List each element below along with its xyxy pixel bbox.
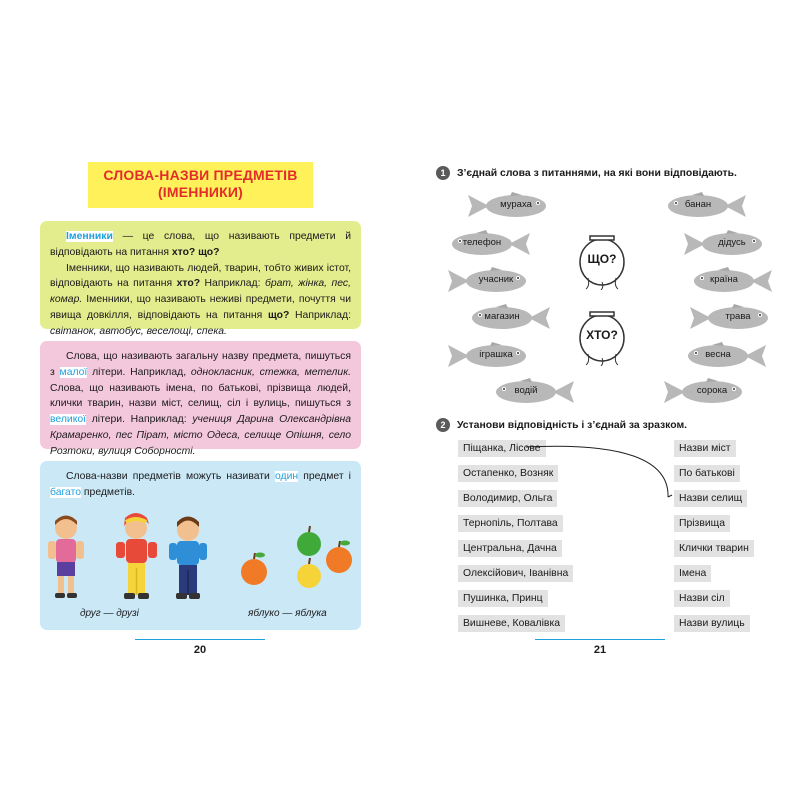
match-right-item[interactable]: Імена — [674, 565, 711, 582]
fish-left-4 — [466, 304, 552, 332]
rule-text: літери. Наприклад: — [86, 414, 193, 426]
match-right-item[interactable]: Назви сіл — [674, 590, 730, 607]
rule-text: Наприклад: — [289, 309, 351, 321]
match-right-item[interactable]: По батькові — [674, 465, 740, 482]
match-right-item[interactable]: Назви вулиць — [674, 615, 750, 632]
boy-3-figure — [169, 517, 207, 600]
task-1-heading — [436, 166, 737, 180]
match-right-item[interactable]: Прізвища — [674, 515, 730, 532]
fish-left-2 — [446, 230, 532, 258]
task-1-text: З’єднай слова з питаннями, на які вони відповідають. — [457, 167, 737, 179]
match-right-item[interactable]: Клички тварин — [674, 540, 754, 557]
example-inanimate: світанок, автобус, веселощі, спека. — [50, 325, 227, 337]
example-connector — [520, 440, 680, 510]
right-page — [400, 0, 800, 800]
rule-text: Слова, що називають імена, по батькові, прізвища людей, клички тварин, назви міст, селищ, сіл і вулиць, пишуться з — [50, 382, 351, 410]
fish-word: дідусь — [718, 237, 746, 248]
task-1-number: 1 — [436, 166, 450, 180]
page-divider — [135, 639, 265, 640]
question-what: що? — [267, 309, 290, 321]
page-number-left: 20 — [193, 644, 207, 656]
match-left-item[interactable]: Остапенко, Возняк — [458, 465, 558, 482]
highlight-small: малої — [59, 366, 88, 378]
rule-text: предмет і — [298, 471, 351, 482]
fish-word: водій — [514, 385, 538, 396]
match-right-item[interactable]: Назви селищ — [674, 490, 747, 507]
example-common: однокласник, стежка, метелик. — [190, 366, 351, 378]
apples-illustration — [236, 524, 360, 594]
rule-text: предметів. — [81, 486, 135, 498]
rule-text: Іменники, що називають людей, тварин, тобто живих істот, відповідають на питання — [50, 262, 351, 290]
term-imennyky: Іменники — [66, 231, 113, 242]
highlight-capital: великої — [50, 414, 87, 426]
bowl-what-label: ЩО? — [587, 252, 617, 266]
fish-right-1 — [662, 192, 748, 220]
example-proper: учениця Дарина Олександрівна Крамаренко, пес Пірат, місто Одеса, селище Опішня, село Розтоки, вулиця Соборності. — [50, 414, 351, 457]
match-left-item[interactable]: Володимир, Ольга — [458, 490, 557, 507]
fish-right-4 — [688, 304, 774, 332]
caption-apples: яблуко — яблука — [248, 608, 327, 619]
definition-box — [40, 221, 361, 337]
match-left-item[interactable]: Олексійович, Іванівна — [458, 565, 573, 582]
match-left-item[interactable]: Тернопіль, Полтава — [458, 515, 563, 532]
example-animate: брат, жінка, пес, комар. — [50, 278, 351, 306]
rule-text: Слова, що називають загальну назву предмета, пишуться з — [50, 351, 351, 378]
fish-right-3 — [688, 267, 774, 295]
fish-word: сорока — [696, 385, 728, 396]
fish-word: учасник — [478, 274, 514, 285]
highlight-one: один — [274, 471, 299, 482]
task-2-text: Установи відповідність і з’єднай за зразком. — [457, 419, 688, 431]
fish-word: магазин — [484, 311, 520, 322]
definition-text: — це слова, що називають предмети й відповідають на питання — [50, 231, 351, 258]
page-title — [88, 162, 313, 208]
fish-word: телефон — [462, 237, 502, 248]
page-number-right: 21 — [593, 644, 607, 656]
fish-word: банан — [684, 199, 712, 210]
single-apple — [241, 553, 267, 586]
fish-left-1 — [466, 192, 552, 220]
bowl-who-label: ХТО? — [586, 328, 618, 342]
fish-word: іграшка — [479, 349, 513, 360]
fish-right-6 — [662, 378, 748, 406]
fish-word: весна — [705, 349, 731, 360]
task-2-heading — [436, 418, 687, 432]
boys-illustration — [44, 512, 214, 604]
rule-text: Наприклад: — [200, 278, 265, 290]
page-divider — [535, 639, 665, 640]
fish-word: трава — [725, 311, 751, 322]
rule-text: Слова-назви предметів можуть називати — [66, 471, 275, 482]
highlight-many: багато — [50, 486, 82, 498]
task-2-number: 2 — [436, 418, 450, 432]
caption-friends: друг — друзі — [80, 608, 139, 619]
match-left-item[interactable]: Вишневе, Ковалівка — [458, 615, 565, 632]
boy-1-figure — [48, 516, 84, 599]
fish-right-2 — [682, 230, 768, 258]
boy-2-figure — [116, 513, 157, 599]
rule-text: літери. Наприклад, — [87, 366, 191, 378]
apple-group — [297, 526, 352, 588]
match-right-item[interactable]: Назви міст — [674, 440, 736, 457]
fish-left-6 — [490, 378, 576, 406]
question-text: хто? що? — [171, 246, 220, 258]
fish-word: країна — [710, 274, 738, 285]
rule-text: Іменники, що називають неживі предмети, почуття чи явища довкілля, відповідають на питання — [50, 294, 351, 321]
match-left-item[interactable]: Пушинка, Принц — [458, 590, 548, 607]
fish-left-3 — [446, 267, 532, 295]
match-left-item[interactable]: Піщанка, Лісове — [458, 440, 546, 457]
match-left-item[interactable]: Центральна, Дачна — [458, 540, 562, 557]
fish-word: мураха — [500, 199, 532, 210]
fish-right-5 — [682, 342, 768, 370]
capitalization-box — [40, 341, 361, 457]
question-who: хто? — [176, 278, 201, 290]
fish-left-5 — [446, 342, 532, 370]
title-line-1: СЛОВА-НАЗВИ ПРЕДМЕТІВ — [103, 167, 298, 183]
title-line-2: (ІМЕННИКИ) — [157, 184, 244, 200]
